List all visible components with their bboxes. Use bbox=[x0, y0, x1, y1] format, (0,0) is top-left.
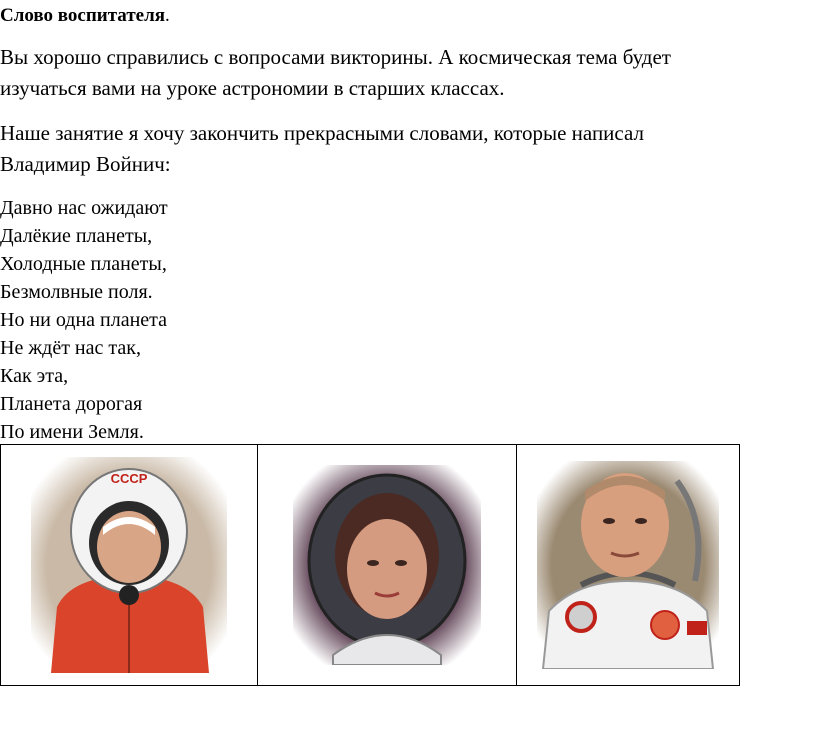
paragraph-closing-line-2: Владимир Войнич: bbox=[0, 152, 171, 176]
heading bbox=[0, 4, 170, 28]
heading-bold: Слово воспитателя bbox=[0, 5, 166, 26]
photo-cell-2 bbox=[258, 445, 517, 686]
poem-line: Безмолвные поля. bbox=[0, 281, 153, 303]
cosmonaut-portrait-red-suit-icon bbox=[31, 457, 227, 673]
poem-line: Давно нас ожидают bbox=[0, 197, 168, 219]
photo-cell-1 bbox=[1, 445, 258, 686]
heading-tail: . bbox=[165, 5, 170, 26]
photo-cell-3 bbox=[517, 445, 740, 686]
poem-line: Как эта, bbox=[0, 365, 69, 387]
paragraph-closing bbox=[0, 118, 812, 180]
poem-line: По имени Земля. bbox=[0, 421, 144, 443]
poem-line: Но ни одна планета bbox=[0, 309, 168, 331]
cosmonaut-portrait-woman-helmet-icon bbox=[293, 465, 481, 665]
paragraph-closing-line-1: Наше занятие я хочу закончить прекрасными словами, которые написал bbox=[0, 121, 644, 145]
photo-table bbox=[0, 444, 740, 686]
paragraph-quiz-line-2: изучаться вами на уроке астрономии в старших классах. bbox=[0, 76, 505, 100]
poem-line: Планета дорогая bbox=[0, 393, 143, 415]
paragraph-quiz-line-1: Вы хорошо справились с вопросами викторины. А космическая тема будет bbox=[0, 45, 671, 69]
helmet-text: СССР bbox=[110, 471, 148, 486]
poem-line: Не ждёт нас так, bbox=[0, 337, 141, 359]
poem bbox=[0, 194, 168, 446]
cosmonaut-portrait-white-suit-icon bbox=[537, 461, 719, 669]
poem-line: Холодные планеты, bbox=[0, 253, 167, 275]
poem-line: Далёкие планеты, bbox=[0, 225, 153, 247]
photo-row bbox=[1, 445, 740, 686]
paragraph-quiz bbox=[0, 42, 812, 104]
